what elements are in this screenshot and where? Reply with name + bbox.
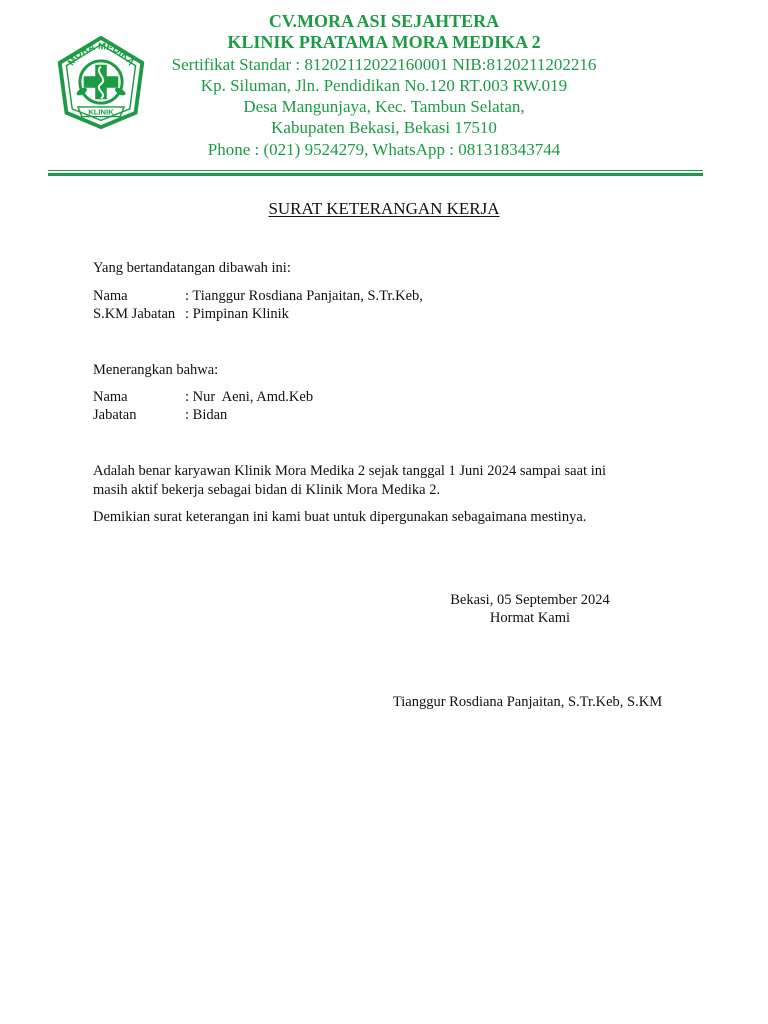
contact-line: Phone : (021) 9524279, WhatsApp : 081318343744 — [207, 139, 561, 159]
signer-name-value: : Tianggur Rosdiana Panjaitan, S.Tr.Keb, — [185, 288, 423, 304]
intro-text: Yang bertandatangan dibawah ini: — [93, 260, 291, 276]
body-line-1: Adalah benar karyawan Klinik Mora Medika 2 sejak tanggal 1 Juni 2024 sampai saat ini — [93, 463, 607, 479]
letterhead — [0, 10, 768, 170]
clinic-name: KLINIK PRATAMA MORA MEDIKA 2 — [227, 32, 541, 53]
employee-name-value: : Nur Aeni, Amd.Keb — [185, 389, 314, 405]
body-line-2: masih aktif bekerja sebagai bidan di Klinik Mora Medika 2. — [93, 482, 441, 498]
signer-name-signature: Tianggur Rosdiana Panjaitan, S.Tr.Keb, S.KM — [392, 694, 663, 710]
statement-intro: Menerangkan bahwa: — [93, 362, 219, 378]
closing-text: Demikian surat keterangan ini kami buat untuk dipergunakan sebagaimana mestinya. — [93, 509, 587, 525]
clinic-logo — [52, 34, 150, 130]
logo-top-text: MORA MEDIKA — [65, 41, 137, 68]
address-line-3: Kabupaten Bekasi, Bekasi 17510 — [271, 118, 497, 138]
salutation: Hormat Kami — [489, 610, 571, 626]
letterhead-divider-thick — [48, 173, 703, 176]
employee-position-row — [93, 406, 227, 424]
document-title: SURAT KETERANGAN KERJA — [268, 199, 500, 218]
signer-position-label: S.KM Jabatan — [93, 306, 176, 322]
letterhead-divider-thin — [48, 170, 703, 171]
company-name: CV.MORA ASI SEJAHTERA — [268, 11, 500, 31]
employee-name-row — [93, 388, 313, 406]
signer-position-row — [93, 305, 289, 323]
employee-name-label: Nama — [93, 389, 128, 405]
place-date: Bekasi, 05 September 2024 — [450, 592, 610, 608]
signer-position-value: : Pimpinan Klinik — [185, 306, 289, 322]
logo-bottom-text: KLINIK — [88, 107, 114, 117]
certificate-line: Sertifikat Standar : 81202112022160001 NIB:8120211202216 — [171, 54, 597, 74]
address-line-1: Kp. Siluman, Jln. Pendidikan No.120 RT.003 RW.019 — [200, 75, 568, 95]
signer-name-row — [93, 287, 423, 305]
letterhead-text — [150, 11, 618, 160]
address-line-2: Desa Mangunjaya, Kec. Tambun Selatan, — [243, 97, 525, 117]
employee-position-label: Jabatan — [93, 407, 137, 423]
signer-name-label: Nama — [93, 288, 128, 304]
employee-position-value: : Bidan — [185, 407, 228, 423]
